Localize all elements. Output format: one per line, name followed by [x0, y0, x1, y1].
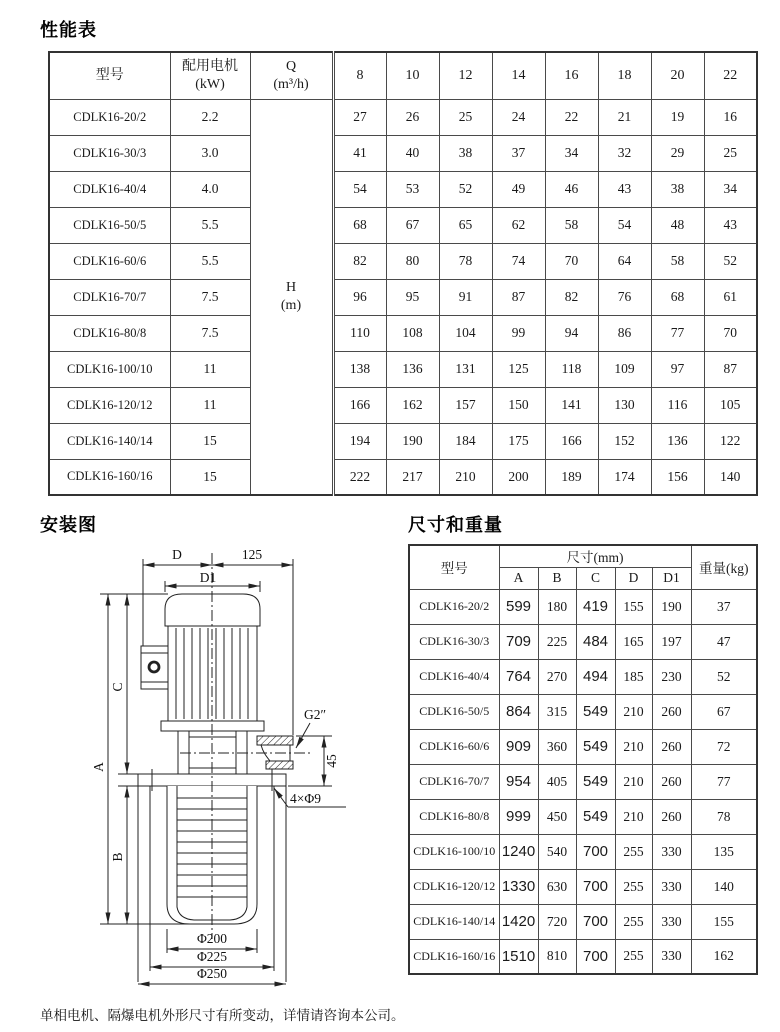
head-value-cell: 94 — [545, 315, 598, 351]
performance-header-row — [49, 52, 757, 99]
head-value-cell: 184 — [439, 423, 492, 459]
head-value-cell: 78 — [439, 243, 492, 279]
head-value-cell: 130 — [598, 387, 651, 423]
size-cell-d: 255 — [615, 869, 652, 904]
col-header-model: 型号 — [409, 545, 499, 589]
head-value-cell: 65 — [439, 207, 492, 243]
model-cell: CDLK16-70/7 — [409, 764, 499, 799]
weight-cell: 140 — [691, 869, 757, 904]
weight-cell: 77 — [691, 764, 757, 799]
bolt-holes-label: 4×Φ9 — [290, 791, 321, 806]
power-cell: 15 — [170, 459, 250, 495]
head-value-cell: 67 — [386, 207, 439, 243]
performance-table-row — [49, 315, 757, 351]
size-cell-d1: 260 — [652, 799, 691, 834]
model-cell: CDLK16-100/10 — [409, 834, 499, 869]
head-value-cell: 53 — [386, 171, 439, 207]
model-cell: CDLK16-140/14 — [49, 423, 170, 459]
size-cell-a: 1330 — [499, 869, 538, 904]
model-cell: CDLK16-70/7 — [49, 279, 170, 315]
head-value-cell: 87 — [704, 351, 757, 387]
head-value-cell: 82 — [545, 279, 598, 315]
head-value-cell: 22 — [545, 99, 598, 135]
size-cell-d: 255 — [615, 904, 652, 939]
model-cell: CDLK16-160/16 — [49, 459, 170, 495]
size-cell-b: 180 — [538, 589, 576, 624]
head-value-cell: 80 — [386, 243, 439, 279]
size-cell-d1: 330 — [652, 939, 691, 974]
power-cell: 11 — [170, 351, 250, 387]
head-value-cell: 61 — [704, 279, 757, 315]
size-cell-b: 360 — [538, 729, 576, 764]
dimension-table-row — [409, 729, 757, 764]
weight-cell: 135 — [691, 834, 757, 869]
flow-header-cell: 10 — [386, 52, 439, 99]
dim-label-125: 125 — [241, 547, 263, 562]
dim-label-b: B — [110, 852, 125, 862]
performance-table-body — [49, 99, 757, 495]
head-value-cell: 200 — [492, 459, 545, 495]
head-value-cell: 210 — [439, 459, 492, 495]
head-value-cell: 25 — [439, 99, 492, 135]
dim-label-d: D — [172, 547, 182, 562]
size-cell-d: 255 — [615, 939, 652, 974]
model-cell: CDLK16-30/3 — [49, 135, 170, 171]
model-cell: CDLK16-30/3 — [409, 624, 499, 659]
size-cell-d1: 260 — [652, 764, 691, 799]
size-cell-b: 270 — [538, 659, 576, 694]
model-cell: CDLK16-80/8 — [409, 799, 499, 834]
head-value-cell: 26 — [386, 99, 439, 135]
size-cell-b: 720 — [538, 904, 576, 939]
model-cell: CDLK16-60/6 — [49, 243, 170, 279]
performance-section-title: 性能表 — [40, 20, 97, 40]
model-cell: CDLK16-50/5 — [409, 694, 499, 729]
header-line: 配用电机 — [182, 59, 238, 75]
dimension-table-body — [409, 589, 757, 974]
head-value-cell: 40 — [386, 135, 439, 171]
size-cell-b: 630 — [538, 869, 576, 904]
size-cell-c: 549 — [576, 729, 615, 764]
head-value-cell: 64 — [598, 243, 651, 279]
model-cell: CDLK16-80/8 — [49, 315, 170, 351]
dim-label-250: Φ250 — [196, 966, 228, 981]
size-cell-c: 549 — [576, 799, 615, 834]
port-collar — [266, 761, 293, 769]
head-value-cell: 97 — [651, 351, 704, 387]
dim-label-225: Φ225 — [196, 949, 228, 964]
performance-table-row — [49, 351, 757, 387]
head-value-cell: 166 — [333, 387, 386, 423]
col-header-weight: 重量(kg) — [691, 545, 757, 589]
head-value-cell: 99 — [492, 315, 545, 351]
size-cell-d1: 330 — [652, 869, 691, 904]
size-cell-b: 405 — [538, 764, 576, 799]
port-thread-label: G2″ — [304, 707, 327, 722]
head-value-cell: 95 — [386, 279, 439, 315]
performance-table-row — [49, 99, 757, 135]
head-value-cell: 82 — [333, 243, 386, 279]
model-cell: CDLK16-20/2 — [409, 589, 499, 624]
head-value-cell: 174 — [598, 459, 651, 495]
head-value-cell: 175 — [492, 423, 545, 459]
head-value-cell: 166 — [545, 423, 598, 459]
size-cell-d: 210 — [615, 764, 652, 799]
head-value-cell: 156 — [651, 459, 704, 495]
weight-cell: 72 — [691, 729, 757, 764]
head-value-cell: 138 — [333, 351, 386, 387]
size-col-header: C — [576, 567, 615, 589]
header-line: (m³/h) — [273, 76, 309, 92]
head-value-cell: 58 — [651, 243, 704, 279]
head-value-cell: 109 — [598, 351, 651, 387]
dim-label-c: C — [110, 682, 125, 692]
dimensions-section-title: 尺寸和重量 — [408, 515, 503, 535]
weight-cell: 78 — [691, 799, 757, 834]
size-cell-d1: 260 — [652, 729, 691, 764]
flow-header-cell: 18 — [598, 52, 651, 99]
footnote: 单相电机、隔爆电机外形尺寸有所变动，详情请咨询本公司。 — [40, 1008, 405, 1023]
head-value-cell: 136 — [386, 351, 439, 387]
head-value-cell: 190 — [386, 423, 439, 459]
size-cell-d1: 330 — [652, 834, 691, 869]
head-value-cell: 108 — [386, 315, 439, 351]
head-value-cell: 217 — [386, 459, 439, 495]
model-cell: CDLK16-160/16 — [409, 939, 499, 974]
size-cell-a: 709 — [499, 624, 538, 659]
size-cell-d: 185 — [615, 659, 652, 694]
head-value-cell: 152 — [598, 423, 651, 459]
col-header-model: 型号 — [49, 52, 170, 99]
dimension-table-row — [409, 869, 757, 904]
flow-header-cell: 22 — [704, 52, 757, 99]
head-value-cell: 43 — [704, 207, 757, 243]
head-value-cell: 24 — [492, 99, 545, 135]
head-value-cell: 222 — [333, 459, 386, 495]
dimension-table-row — [409, 694, 757, 729]
head-value-cell: 86 — [598, 315, 651, 351]
size-cell-b: 315 — [538, 694, 576, 729]
head-value-cell: 32 — [598, 135, 651, 171]
dimension-table — [408, 544, 758, 975]
power-cell: 15 — [170, 423, 250, 459]
header-line: Q — [285, 59, 297, 75]
dim-label-45: 45 — [324, 754, 339, 768]
dimension-header-row-1 — [409, 545, 757, 567]
flow-header-cell: 20 — [651, 52, 704, 99]
size-cell-d: 255 — [615, 834, 652, 869]
flow-header-cell: 8 — [333, 52, 386, 99]
head-value-cell: 125 — [492, 351, 545, 387]
head-value-cell: 162 — [386, 387, 439, 423]
head-value-cell: 118 — [545, 351, 598, 387]
size-cell-d: 210 — [615, 729, 652, 764]
weight-cell: 155 — [691, 904, 757, 939]
size-cell-c: 419 — [576, 589, 615, 624]
head-value-cell: 25 — [704, 135, 757, 171]
weight-cell: 37 — [691, 589, 757, 624]
model-cell: CDLK16-140/14 — [409, 904, 499, 939]
head-value-cell: 49 — [492, 171, 545, 207]
head-value-cell: 110 — [333, 315, 386, 351]
head-value-cell: 54 — [598, 207, 651, 243]
power-cell: 5.5 — [170, 243, 250, 279]
performance-table-row — [49, 243, 757, 279]
head-value-cell: 16 — [704, 99, 757, 135]
size-cell-c: 700 — [576, 869, 615, 904]
size-cell-a: 999 — [499, 799, 538, 834]
dimension-table-row — [409, 939, 757, 974]
size-cell-a: 864 — [499, 694, 538, 729]
model-cell: CDLK16-120/12 — [409, 869, 499, 904]
dimension-table-row — [409, 624, 757, 659]
head-value-cell: 34 — [545, 135, 598, 171]
model-cell: CDLK16-40/4 — [409, 659, 499, 694]
head-value-cell: 19 — [651, 99, 704, 135]
flow-header-cell: 16 — [545, 52, 598, 99]
dimension-table-row — [409, 589, 757, 624]
head-value-cell: 96 — [333, 279, 386, 315]
dimension-table-row — [409, 834, 757, 869]
size-cell-d1: 190 — [652, 589, 691, 624]
head-unit-cell — [250, 99, 333, 495]
flow-header-cell: 14 — [492, 52, 545, 99]
dimension-table-row — [409, 764, 757, 799]
head-value-cell: 62 — [492, 207, 545, 243]
bottom-section — [40, 511, 780, 996]
size-cell-b: 450 — [538, 799, 576, 834]
power-cell: 7.5 — [170, 315, 250, 351]
size-cell-d1: 197 — [652, 624, 691, 659]
head-value-cell: 141 — [545, 387, 598, 423]
size-cell-a: 599 — [499, 589, 538, 624]
size-cell-d: 210 — [615, 799, 652, 834]
terminal-box-gland — [149, 662, 159, 672]
size-cell-a: 954 — [499, 764, 538, 799]
head-value-cell: 131 — [439, 351, 492, 387]
size-cell-d: 210 — [615, 694, 652, 729]
weight-cell: 67 — [691, 694, 757, 729]
size-cell-d1: 230 — [652, 659, 691, 694]
head-value-cell: 70 — [545, 243, 598, 279]
size-cell-a: 1420 — [499, 904, 538, 939]
port-flange — [257, 736, 293, 745]
size-cell-d: 155 — [615, 589, 652, 624]
head-value-cell: 21 — [598, 99, 651, 135]
size-cell-c: 549 — [576, 764, 615, 799]
size-cell-d1: 330 — [652, 904, 691, 939]
model-cell: CDLK16-20/2 — [49, 99, 170, 135]
dimension-table-row — [409, 659, 757, 694]
head-value-cell: 194 — [333, 423, 386, 459]
dimensions-section — [408, 511, 758, 975]
head-unit-line: (m) — [280, 297, 302, 313]
installation-diagram — [40, 539, 400, 991]
installation-section — [40, 511, 408, 996]
head-value-cell: 70 — [704, 315, 757, 351]
head-value-cell: 52 — [439, 171, 492, 207]
performance-table-row — [49, 423, 757, 459]
size-col-header: D — [615, 567, 652, 589]
head-value-cell: 38 — [651, 171, 704, 207]
performance-table-row — [49, 135, 757, 171]
head-value-cell: 105 — [704, 387, 757, 423]
col-header-size-group: 尺寸(mm) — [499, 545, 691, 567]
col-header-flow-q — [250, 52, 333, 99]
size-cell-b: 225 — [538, 624, 576, 659]
head-value-cell: 27 — [333, 99, 386, 135]
size-cell-c: 494 — [576, 659, 615, 694]
dimension-table-row — [409, 799, 757, 834]
size-cell-c: 484 — [576, 624, 615, 659]
dim-label-200: Φ200 — [196, 931, 228, 946]
head-value-cell: 87 — [492, 279, 545, 315]
size-cell-b: 540 — [538, 834, 576, 869]
size-cell-a: 764 — [499, 659, 538, 694]
head-value-cell: 140 — [704, 459, 757, 495]
installation-section-title: 安装图 — [40, 515, 97, 535]
head-value-cell: 58 — [545, 207, 598, 243]
head-value-cell: 54 — [333, 171, 386, 207]
size-cell-c: 700 — [576, 834, 615, 869]
size-cell-a: 909 — [499, 729, 538, 764]
size-col-header: A — [499, 567, 538, 589]
head-value-cell: 157 — [439, 387, 492, 423]
power-cell: 3.0 — [170, 135, 250, 171]
performance-table-row — [49, 207, 757, 243]
performance-table-row — [49, 387, 757, 423]
head-value-cell: 68 — [651, 279, 704, 315]
head-value-cell: 48 — [651, 207, 704, 243]
flow-header-cell: 12 — [439, 52, 492, 99]
head-value-cell: 68 — [333, 207, 386, 243]
power-cell: 5.5 — [170, 207, 250, 243]
model-cell: CDLK16-40/4 — [49, 171, 170, 207]
model-cell: CDLK16-120/12 — [49, 387, 170, 423]
performance-table-row — [49, 171, 757, 207]
size-cell-b: 810 — [538, 939, 576, 974]
head-value-cell: 116 — [651, 387, 704, 423]
head-value-cell: 41 — [333, 135, 386, 171]
weight-cell: 47 — [691, 624, 757, 659]
size-cell-a: 1510 — [499, 939, 538, 974]
head-value-cell: 29 — [651, 135, 704, 171]
size-cell-c: 700 — [576, 904, 615, 939]
size-cell-d: 165 — [615, 624, 652, 659]
size-cell-d1: 260 — [652, 694, 691, 729]
head-value-cell: 38 — [439, 135, 492, 171]
head-value-cell: 37 — [492, 135, 545, 171]
head-value-cell: 74 — [492, 243, 545, 279]
head-value-cell: 34 — [704, 171, 757, 207]
weight-cell: 52 — [691, 659, 757, 694]
model-cell: CDLK16-60/6 — [409, 729, 499, 764]
head-value-cell: 46 — [545, 171, 598, 207]
head-value-cell: 150 — [492, 387, 545, 423]
power-cell: 2.2 — [170, 99, 250, 135]
head-value-cell: 122 — [704, 423, 757, 459]
head-value-cell: 136 — [651, 423, 704, 459]
head-value-cell: 43 — [598, 171, 651, 207]
dim-label-d1: D1 — [199, 570, 217, 585]
performance-table-row — [49, 459, 757, 495]
model-cell: CDLK16-100/10 — [49, 351, 170, 387]
header-line: (kW) — [195, 76, 225, 92]
dimension-table-row — [409, 904, 757, 939]
power-cell: 7.5 — [170, 279, 250, 315]
head-value-cell: 76 — [598, 279, 651, 315]
head-value-cell: 91 — [439, 279, 492, 315]
size-cell-c: 700 — [576, 939, 615, 974]
head-unit-line: H — [285, 279, 297, 295]
power-cell: 11 — [170, 387, 250, 423]
performance-table-row — [49, 279, 757, 315]
size-col-header: B — [538, 567, 576, 589]
head-value-cell: 189 — [545, 459, 598, 495]
head-value-cell: 52 — [704, 243, 757, 279]
size-col-header: D1 — [652, 567, 691, 589]
size-cell-c: 549 — [576, 694, 615, 729]
col-header-motor — [170, 52, 250, 99]
weight-cell: 162 — [691, 939, 757, 974]
installation-diagram-wrap — [40, 539, 408, 996]
head-value-cell: 77 — [651, 315, 704, 351]
head-value-cell: 104 — [439, 315, 492, 351]
performance-table — [48, 51, 758, 496]
size-cell-a: 1240 — [499, 834, 538, 869]
model-cell: CDLK16-50/5 — [49, 207, 170, 243]
power-cell: 4.0 — [170, 171, 250, 207]
dim-label-a: A — [91, 762, 106, 772]
